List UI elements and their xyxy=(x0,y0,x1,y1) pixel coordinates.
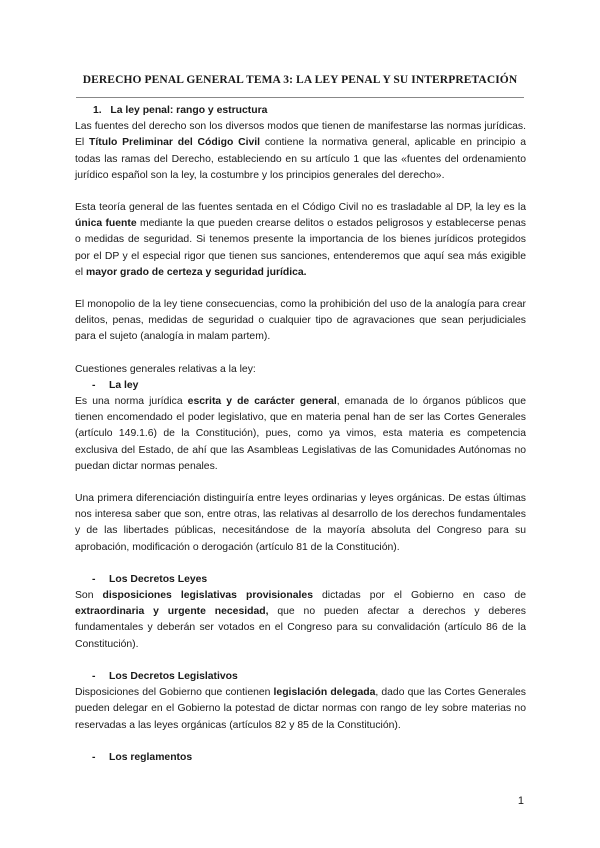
bullet-text: Los reglamentos xyxy=(109,751,193,763)
paragraph-cuestiones: Cuestiones generales relativas a la ley: xyxy=(75,363,256,375)
paragraph-unica-fuente xyxy=(75,200,526,281)
text: Disposiciones del Gobierno que contienen xyxy=(75,687,274,699)
text: contiene la normativa general, aplicable en principio a todas las ramas del Derecho, estableciendo en su artículo 1 que las «fuentes del ordenamiento jurídico español son la ley, la costumbre y los principios generales del derecho». xyxy=(75,137,526,181)
section-heading xyxy=(75,103,526,119)
bullet-decretos-leyes xyxy=(75,572,526,588)
text: dictadas por el Gobierno en caso de xyxy=(312,590,526,602)
text: Son xyxy=(75,590,103,602)
bold-text: disposiciones legislativas provisionales xyxy=(102,590,313,602)
bold-text: única fuente xyxy=(75,218,137,230)
text: Esta teoría general de las fuentes sentada en el Código Civil no es trasladable al DP, la ley es la xyxy=(75,202,526,214)
paragraph-leyes-organicas: Una primera diferenciación distinguiría entre leyes ordinarias y leyes orgánicas. De estas últimas nos interesa saber que son, entre otras, las relativas al desarrollo de los derechos fundamentales y de las libertades públicas, necesitándose de la mayoría absoluta del Congreso para su aprobación, modificación o derogación (artículo 81 de la Constitución). xyxy=(75,493,526,553)
bullet-text: Los Decretos Legislativos xyxy=(109,670,238,682)
title-divider xyxy=(76,97,524,98)
bold-text: escrita y de carácter general xyxy=(187,396,337,408)
bullet-la-ley xyxy=(75,378,526,394)
document-title: DERECHO PENAL GENERAL TEMA 3: LA LEY PENAL Y SU INTERPRETACIÓN xyxy=(82,74,518,86)
bold-text: mayor grado de certeza y seguridad jurídica. xyxy=(85,266,307,278)
bold-text: Título Preliminar del Código Civil xyxy=(89,137,261,149)
bullet-text: Los Decretos Leyes xyxy=(109,573,208,585)
bullet-dash: - xyxy=(92,573,96,585)
bullet-dash: - xyxy=(92,670,96,682)
bullet-decretos-legislativos xyxy=(75,669,526,685)
text: , emanada de lo órganos públicos que tienen encomendado el poder legislativo, que en materia penal han de ser las Cortes Generales (artículo 149.1.6) de la Constitución), pues, como ya vimos, esta materia es competencia exclusiva del Estado, de ahí que las Asambleas Legislativas de las Comunidades Autónomas no puedan dictar normas penales. xyxy=(75,396,526,472)
bold-text: extraordinaria y urgente necesidad, xyxy=(75,606,269,618)
text: que no pueden afectar a derechos y deberes fundamentales y deberán ser votados en el Congreso para su convalidación (artículo 86 de la Constitución). xyxy=(75,606,526,650)
text: mediante la que pueden crearse delitos o estados peligrosos y establecerse penas o medidas de seguridad. Si tenemos presente la importancia de los bienes jurídicos protegidos por el DP y el especial rigor que tienen sus sanciones, entenderemos que aquí sea más exigible el xyxy=(75,218,526,278)
text: , dado que las Cortes Generales pueden delegar en el Gobierno la potestad de dictar normas con rango de ley sobre materias no reservadas a las leyes orgánicas (artículos 82 y 85 de la Constitución). xyxy=(75,687,526,731)
bullet-dash: - xyxy=(92,379,96,391)
page-number: 1 xyxy=(517,795,524,807)
bullet-text: La ley xyxy=(109,379,139,391)
bold-text: legislación delegada xyxy=(273,687,376,699)
section-heading-text: La ley penal: rango y estructura xyxy=(110,105,268,116)
text: Es una norma jurídica xyxy=(75,396,188,408)
text: Las fuentes del derecho son los diversos modos que tienen de manifestarse las normas jurídicas. El xyxy=(75,121,526,149)
document-body xyxy=(75,103,526,766)
bullet-reglamentos xyxy=(75,750,526,766)
bullet-dash: - xyxy=(92,751,96,763)
paragraph-decretos-legislativos xyxy=(75,685,526,734)
paragraph-decretos-leyes xyxy=(75,588,526,653)
paragraph-fuentes xyxy=(75,119,526,184)
section-number: 1. xyxy=(93,105,102,116)
paragraph-ley xyxy=(75,394,526,475)
paragraph-monopolio: El monopolio de la ley tiene consecuencias, como la prohibición del uso de la analogía para crear delitos, penas, medidas de seguridad o cualquier tipo de agravaciones que sean perjudiciales para el sujeto (analogía in malam partem). xyxy=(75,299,526,343)
